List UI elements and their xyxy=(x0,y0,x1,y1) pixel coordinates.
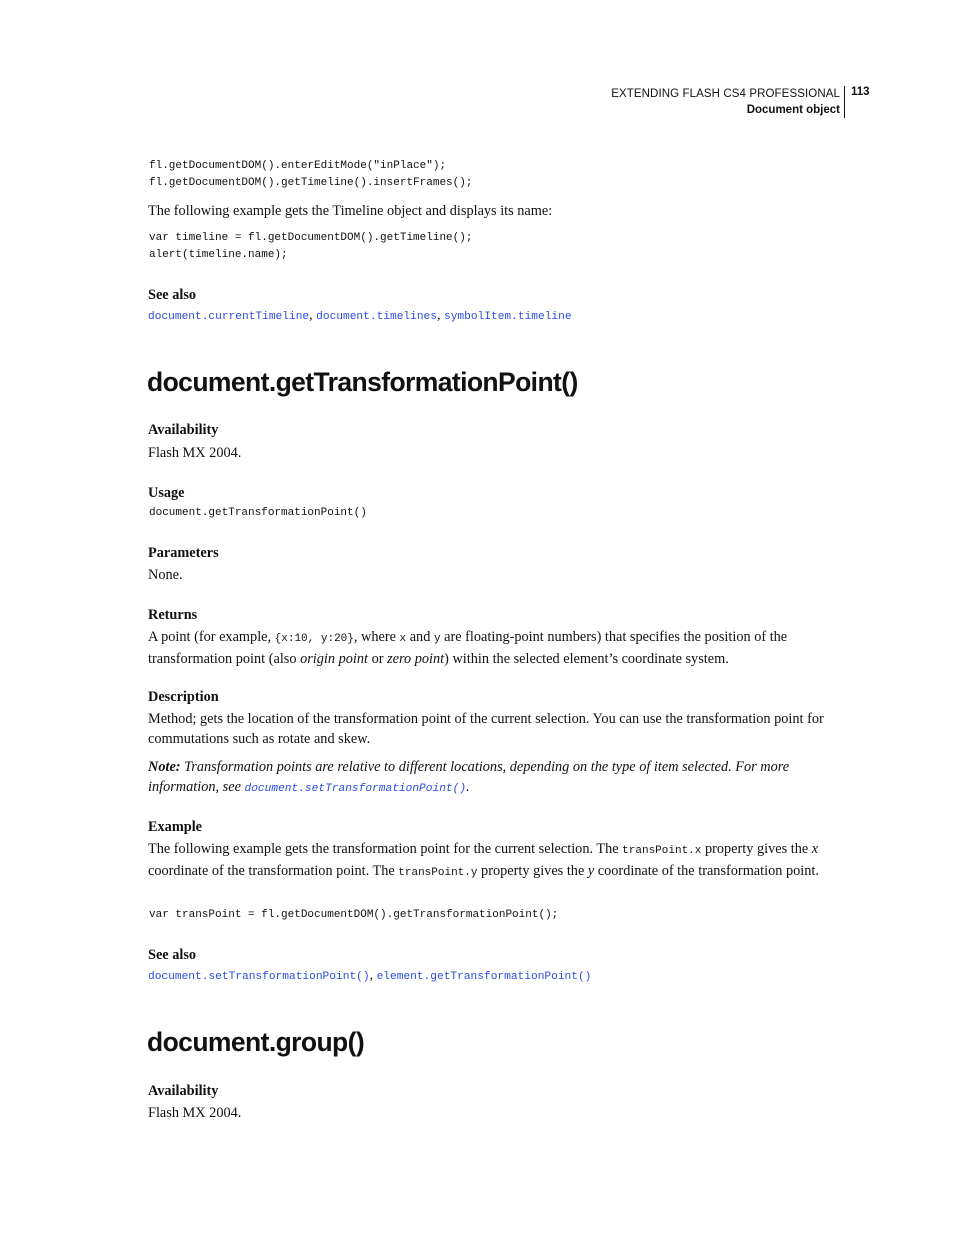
code-inline: transPoint.x xyxy=(622,845,702,857)
note-paragraph xyxy=(148,757,840,799)
link-current-timeline[interactable]: document.currentTimeline xyxy=(148,311,310,323)
description-heading: Description xyxy=(148,689,219,705)
code-inline: x xyxy=(399,633,407,645)
code-line: alert(timeline.name); xyxy=(149,249,288,261)
availability-text: Flash MX 2004. xyxy=(148,1105,242,1121)
code-inline: transPoint.y xyxy=(398,867,478,879)
italic-term: zero point xyxy=(387,651,445,667)
example-code: var transPoint = fl.getDocumentDOM().getTransformationPoint(); xyxy=(149,909,559,921)
separator: , xyxy=(437,308,444,323)
text-run: ) within the selected element’s coordinate system. xyxy=(444,651,729,667)
page-number: 113 xyxy=(851,86,870,98)
see-also-links xyxy=(148,968,591,984)
running-header-section: Document object xyxy=(746,104,840,116)
text-run: are floating-point numbers) that specifies the position of the transformation point (also xyxy=(148,629,788,667)
text-run: The following example gets the transformation point for the current selection. The xyxy=(148,841,623,857)
separator: , xyxy=(369,968,377,983)
link-element-get-transformation-point[interactable]: element.getTransformationPoint() xyxy=(376,971,592,983)
code-line: var timeline = fl.getDocumentDOM().getTimeline(); xyxy=(149,232,473,244)
intro-paragraph: The following example gets the Timeline object and displays its name: xyxy=(148,203,553,219)
text-run: Transformation points are relative to different locations, depending on the type of item selected. For more information, see xyxy=(148,759,790,795)
text-run: and xyxy=(406,629,434,645)
availability-heading: Availability xyxy=(148,1083,219,1099)
code-block-timeline xyxy=(149,230,472,264)
text-run: . xyxy=(466,779,470,795)
text-run: , where xyxy=(353,629,400,645)
italic-term: y xyxy=(587,863,595,879)
see-also-links xyxy=(148,308,572,324)
returns-text xyxy=(148,627,840,669)
link-timelines[interactable]: document.timelines xyxy=(316,311,437,323)
text-run: coordinate of the transformation point. xyxy=(594,863,819,879)
running-header-title: EXTENDING FLASH CS4 PROFESSIONAL xyxy=(611,88,840,100)
availability-text: Flash MX 2004. xyxy=(148,445,242,461)
link-symbol-item-timeline[interactable]: symbolItem.timeline xyxy=(444,311,572,323)
separator: , xyxy=(309,308,317,323)
text-run: or xyxy=(368,651,388,667)
see-also-heading: See also xyxy=(148,287,197,303)
code-inline: y xyxy=(433,633,441,645)
see-also-heading: See also xyxy=(148,947,197,963)
header-divider xyxy=(844,86,845,118)
italic-term: origin point xyxy=(300,651,368,667)
italic-term: x xyxy=(811,841,819,857)
note-label: Note: xyxy=(148,759,181,775)
section-title-get-transformation-point: document.getTransformationPoint() xyxy=(147,367,578,397)
code-line: fl.getDocumentDOM().getTimeline().insertFrames(); xyxy=(149,177,473,189)
availability-heading: Availability xyxy=(148,422,219,438)
text-run: coordinate of the transformation point. The xyxy=(148,863,399,879)
parameters-text: None. xyxy=(148,567,183,583)
parameters-heading: Parameters xyxy=(148,545,219,561)
returns-heading: Returns xyxy=(148,607,198,623)
usage-heading: Usage xyxy=(148,485,185,501)
link-set-transformation-point[interactable]: document.setTransformationPoint() xyxy=(148,971,370,983)
usage-code: document.getTransformationPoint() xyxy=(149,507,367,519)
code-inline: {x:10, y:20} xyxy=(274,633,354,645)
text-run: property gives the xyxy=(701,841,812,857)
text-run: A point (for example, xyxy=(148,629,275,645)
example-heading: Example xyxy=(148,819,203,835)
section-title-group: document.group() xyxy=(147,1027,365,1057)
description-text: Method; gets the location of the transformation point of the current selection. You can use the transformation point for commutations such as rotate and skew. xyxy=(148,711,824,747)
text-run: property gives the xyxy=(477,863,588,879)
example-text xyxy=(148,839,840,883)
link-set-transformation-point[interactable]: document.setTransformationPoint() xyxy=(244,783,467,795)
code-line: fl.getDocumentDOM().enterEditMode("inPlace"); xyxy=(149,160,447,172)
code-block-edit-mode xyxy=(149,158,472,192)
